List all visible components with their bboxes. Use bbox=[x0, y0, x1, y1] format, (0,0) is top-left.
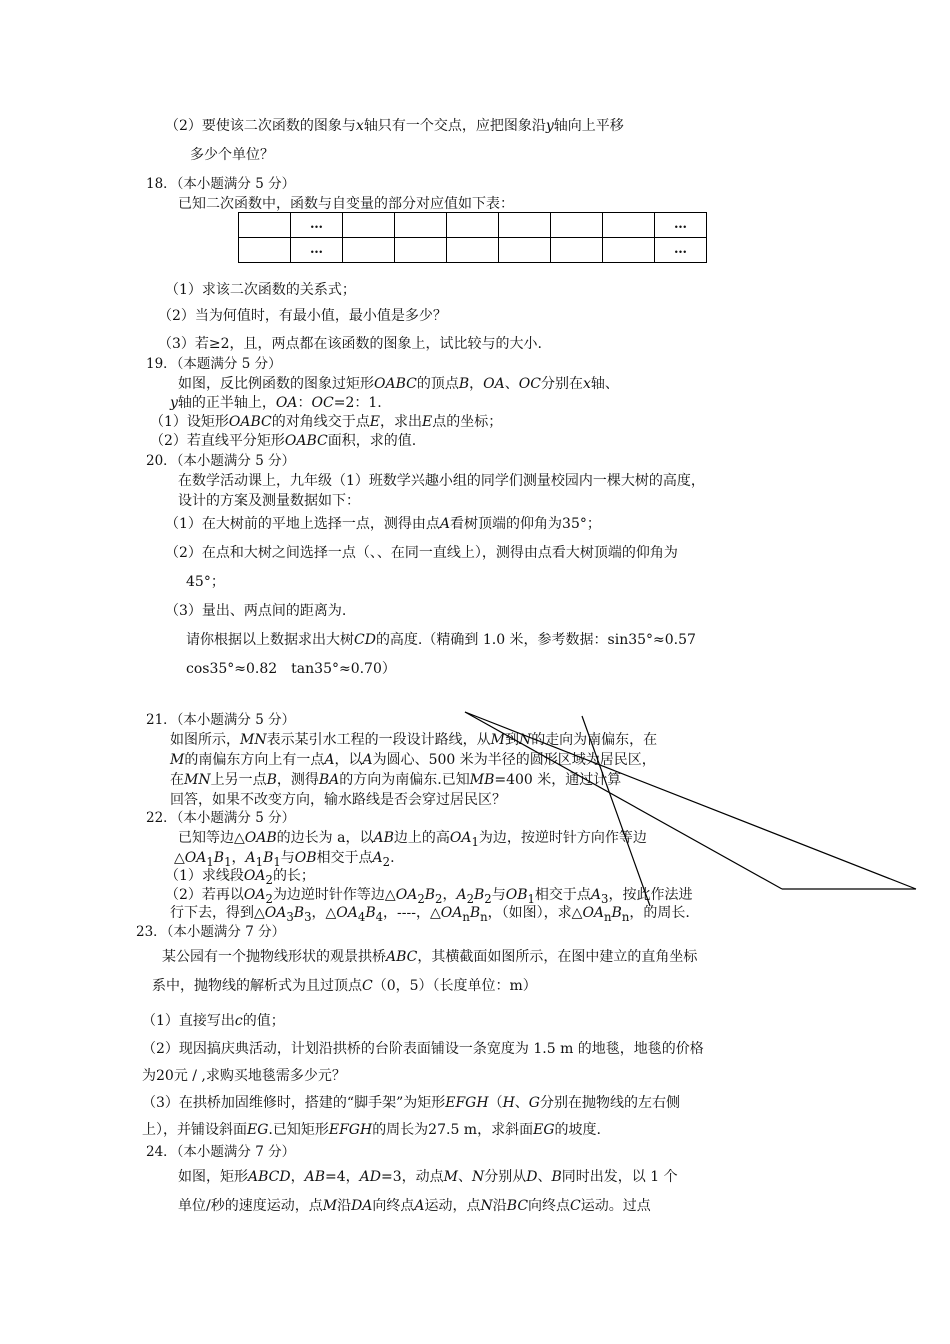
q22-line2: $\triangle OA_1B_1$，$A_1B_1$与OB相交于点$A_2$. bbox=[174, 850, 395, 869]
q19-part2: （2）若直线平分矩形OABC面积，求的值. bbox=[150, 433, 417, 449]
q19-heading: 19．（本题满分 5 分） bbox=[146, 356, 282, 372]
q21-line1: 如图所示，MN表示某引水工程的一段设计路线，从M到N的走向为南偏东，在 bbox=[170, 732, 658, 748]
q18-intro: 已知二次函数中，函数与自变量的部分对应值如下表： bbox=[178, 196, 514, 212]
table-cell: … bbox=[655, 238, 707, 263]
diagram-line bbox=[465, 712, 782, 889]
q24-heading: 24．（本小题满分 7 分） bbox=[146, 1144, 296, 1160]
q22-part2-line1: （2）若再以$OA_2$为边逆时针作等边$\triangle OA_2B_2$，$A_2B_2$与$OB_1$相交于点$A_3$，按此作法进 bbox=[165, 887, 693, 906]
table-cell: … bbox=[291, 238, 343, 263]
table-cell: … bbox=[291, 213, 343, 238]
diagram-line bbox=[465, 712, 916, 889]
q24-line1: 如图，矩形ABCD，AB=4，AD=3，动点M、N分别从D、B同时出发，以 1 个 bbox=[178, 1169, 678, 1185]
q22-part1: （1）求线段$OA_2$的长； bbox=[165, 868, 315, 887]
q22-part2-line2: 行下去，得到$\triangle OA_3B_3$，$\triangle OA_4B_4$，----，$\triangle OA_nB_n$，（如图），求$\triangle OA_nB_n$，的周长. bbox=[170, 905, 690, 924]
table-cell: … bbox=[655, 213, 707, 238]
diagram-line bbox=[582, 716, 650, 906]
q19-line2: y轴的正半轴上，OA：OC=2：1. bbox=[170, 395, 382, 411]
q23-part2-line2: 为20元 / ,求购买地毯需多少元？ bbox=[142, 1068, 346, 1084]
q23-line1: 某公园有一个抛物线形状的观景拱桥ABC，其横截面如图所示，在图中建立的直角坐标 bbox=[162, 949, 698, 965]
q20-part2-line1: （2）在点和大树之间选择一点（、、在同一直线上），测得由点看大树顶端的仰角为 bbox=[165, 545, 678, 561]
q23-part2-line1: （2）现因搞庆典活动，计划沿拱桥的台阶表面铺设一条宽度为 1.5 m 的地毯，地毯的价格 bbox=[142, 1041, 704, 1057]
q21-line3: 在MN上另一点B，测得BA的方向为南偏东.已知MB=400 米，通过计算 bbox=[170, 772, 622, 788]
q21-line2: M的南偏东方向上有一点A，以A为圆心、500 米为半径的圆形区域为居民区， bbox=[170, 752, 656, 768]
q18-part1: （1）求该二次函数的关系式； bbox=[165, 282, 356, 298]
q20-line1: 在数学活动课上，九年级（1）班数学兴趣小组的同学们测量校园内一棵大树的高度， bbox=[178, 473, 705, 489]
q23-line2: 系中，抛物线的解析式为且过顶点C（0，5）（长度单位：m） bbox=[152, 978, 537, 994]
q23-heading: 23．（本小题满分 7 分） bbox=[136, 924, 286, 940]
q18-part2: （2）当为何值时，有最小值，最小值是多少？ bbox=[158, 308, 447, 324]
q20-question-line1: 请你根据以上数据求出大树CD的高度.（精确到 1.0 米，参考数据：sin35°≈0.57 bbox=[186, 632, 696, 648]
q18-heading: 18．（本小题满分 5 分） bbox=[146, 176, 296, 192]
q19-line1: 如图，反比例函数的图象过矩形OABC的顶点B，OA、OC分别在x轴、 bbox=[178, 376, 619, 392]
q20-heading: 20．（本小题满分 5 分） bbox=[146, 453, 296, 469]
q22-line1: 已知等边△OAB的边长为 a，以AB边上的高$OA_1$为边，按逆时针方向作等边 bbox=[178, 830, 647, 849]
q20-part2-line2: 45°； bbox=[186, 574, 225, 590]
q24-line2: 单位/秒的速度运动，点M沿DA向终点A运动，点N沿BC向终点C运动。过点 bbox=[178, 1198, 651, 1214]
q23-part3-line2: 上），并铺设斜面EG.已知矩形EFGH的周长为27.5 m，求斜面EG的坡度. bbox=[142, 1122, 601, 1138]
q17-part2-line2: 多少个单位？ bbox=[190, 147, 274, 163]
q17-part2-line1: （2）要使该二次函数的图象与x轴只有一个交点，应把图象沿y轴向上平移 bbox=[165, 118, 624, 134]
q22-heading: 22．（本小题满分 5 分） bbox=[146, 810, 296, 826]
q21-line4: 回答，如果不改变方向，输水路线是否会穿过居民区？ bbox=[170, 792, 506, 808]
q21-heading: 21．（本小题满分 5 分） bbox=[146, 712, 296, 728]
q19-part1: （1）设矩形OABC的对角线交于点E，求出E点的坐标； bbox=[150, 414, 503, 430]
q20-part1: （1）在大树前的平地上选择一点，测得由点A看树顶端的仰角为35°； bbox=[165, 516, 601, 532]
q18-part3: （3）若≥2，且，两点都在该函数的图象上，试比较与的大小. bbox=[158, 336, 542, 352]
q20-line2: 设计的方案及测量数据如下： bbox=[178, 493, 360, 509]
q20-part3: （3）量出、两点间的距离为. bbox=[165, 603, 347, 619]
q20-question-line2: cos35°≈0.82 tan35°≈0.70） bbox=[186, 661, 396, 677]
q23-part1: （1）直接写出c的值； bbox=[142, 1013, 285, 1029]
q23-part3-line1: （3）在拱桥加固维修时，搭建的“脚手架”为矩形EFGH（H、G分别在抛物线的左右侧 bbox=[142, 1095, 680, 1111]
